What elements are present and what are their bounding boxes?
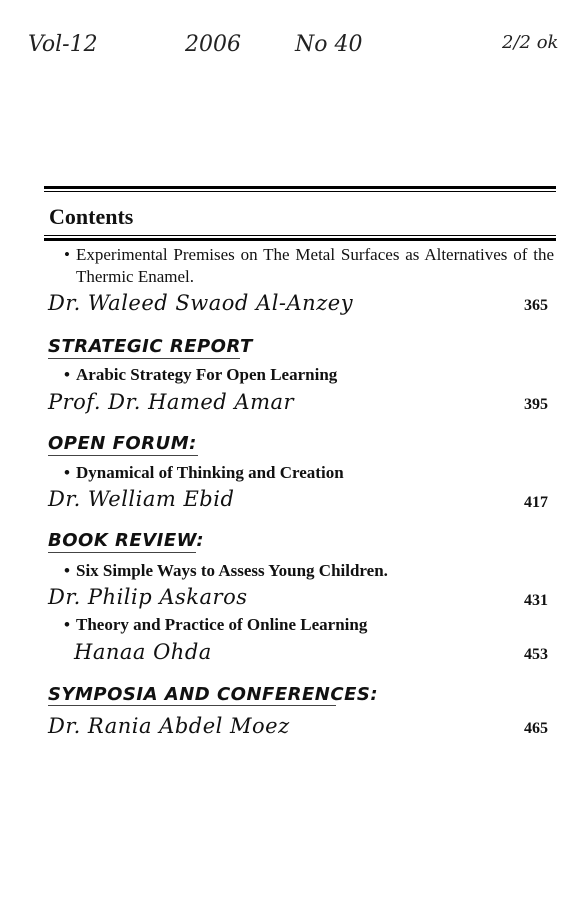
entry-page: 395 <box>524 396 548 413</box>
section-underline <box>48 552 196 553</box>
entry-title: • Experimental Premises on The Metal Surfaces as Alternatives of the Thermic Enamel. <box>76 244 554 288</box>
contents-title: Contents <box>49 204 134 229</box>
handwritten-annotation <box>0 22 578 82</box>
section-heading-strategic-report: STRATEGIC REPORT <box>48 336 253 357</box>
handwritten-number: No 40 <box>295 32 363 57</box>
entry-author: Dr. Welliam Ebid <box>48 487 235 511</box>
entry-title: • Theory and Practice of Online Learning <box>76 614 554 636</box>
entry-title: • Six Simple Ways to Assess Young Children. <box>76 560 554 582</box>
entry-page: 431 <box>524 592 548 609</box>
section-underline <box>48 705 336 706</box>
entry-page: 453 <box>524 646 548 663</box>
entry-author: Dr. Waleed Swaod Al-Anzey <box>48 291 354 315</box>
entry-author: Dr. Rania Abdel Moez <box>48 714 290 738</box>
entry-page: 465 <box>524 720 548 737</box>
contents-underline <box>44 235 556 241</box>
handwritten-volume: Vol-12 <box>28 32 98 57</box>
entry-author: Prof. Dr. Hamed Amar <box>48 390 295 414</box>
entry-title: • Arabic Strategy For Open Learning <box>76 364 554 386</box>
entry-author: Hanaa Ohda <box>74 640 212 664</box>
section-heading-open-forum: OPEN FORUM: <box>48 433 197 454</box>
handwritten-fraction: 2/2 ok <box>502 32 559 53</box>
handwritten-year: 2006 <box>185 32 241 57</box>
entry-author: Dr. Philip Askaros <box>48 585 248 609</box>
section-underline <box>48 358 240 359</box>
entry-page: 365 <box>524 297 548 314</box>
section-heading-symposia-conferences: SYMPOSIA AND CONFERENCES: <box>48 684 379 705</box>
entry-page: 417 <box>524 494 548 511</box>
entry-title: • Dynamical of Thinking and Creation <box>76 462 554 484</box>
top-divider <box>44 186 556 192</box>
section-underline <box>48 455 198 456</box>
section-heading-book-review: BOOK REVIEW: <box>48 530 205 551</box>
